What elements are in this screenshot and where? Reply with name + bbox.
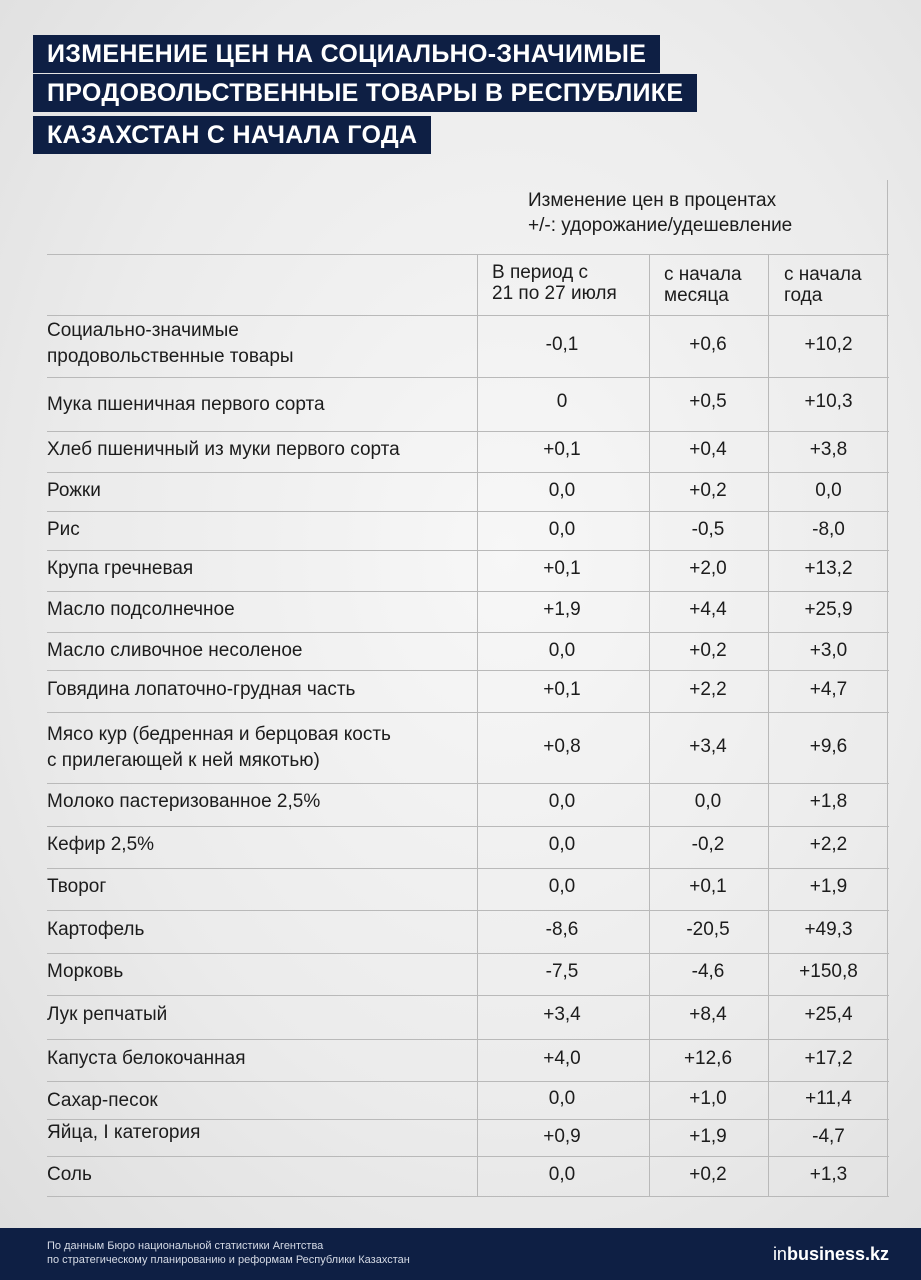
column-header-month-line-2: месяца [664, 285, 729, 306]
row-label: Кефир 2,5% [47, 834, 155, 855]
row-label: Мука пшеничная первого сорта [47, 394, 325, 415]
value-month: +0,5 [689, 391, 727, 412]
column-header-year-line-2: года [784, 285, 823, 306]
value-month: -0,5 [691, 519, 725, 540]
column-header-year [784, 264, 862, 306]
row-label: Масло сливочное несоленое [47, 640, 303, 661]
value-month: +8,4 [689, 1004, 727, 1025]
row-label: Говядина лопаточно-грудная часть [47, 679, 356, 700]
header-divider [47, 254, 889, 255]
row-label: Соль [47, 1164, 92, 1185]
value-year: +3,0 [809, 640, 848, 661]
title-line-3: КАЗАХСТАН С НАЧАЛА ГОДА [33, 116, 431, 154]
column-header-month-line-1: с начала [664, 264, 742, 285]
value-month: +1,9 [689, 1126, 727, 1147]
value-year: +9,6 [809, 736, 848, 757]
row-divider [47, 632, 889, 633]
row-label: Мясо кур (бедренная и берцовая кость [47, 724, 391, 745]
row-label: Яйца, I категория [47, 1122, 201, 1143]
value-week: +0,9 [543, 1126, 581, 1147]
row-label: Сахар-песок [47, 1090, 158, 1111]
value-week: 0,0 [548, 1164, 576, 1185]
row-divider [47, 670, 889, 671]
value-year: +1,3 [809, 1164, 848, 1185]
value-week: +0,1 [543, 679, 581, 700]
value-week: 0,0 [548, 1088, 576, 1109]
value-year: +25,9 [804, 599, 853, 620]
row-label-continued: продовольственные товары [47, 346, 294, 367]
row-divider [47, 315, 889, 316]
value-year: -4,7 [812, 1126, 845, 1147]
value-month: +1,0 [689, 1088, 727, 1109]
row-divider [47, 1196, 889, 1197]
row-divider [47, 910, 889, 911]
source-line-1: По данным Бюро национальной статистики Агентства [47, 1240, 324, 1252]
value-month: +0,4 [689, 439, 727, 460]
value-year: 0,0 [815, 480, 842, 501]
row-divider [47, 1039, 889, 1040]
row-divider [47, 995, 889, 996]
row-divider [47, 472, 889, 473]
logo-main: business.kz [786, 1244, 889, 1264]
row-divider [47, 712, 889, 713]
value-month: +2,2 [689, 679, 727, 700]
value-week: -8,6 [545, 919, 579, 940]
footer [0, 1228, 921, 1280]
row-label: Капуста белокочанная [47, 1048, 246, 1069]
value-year: +25,4 [804, 1004, 853, 1025]
value-month: +0,2 [689, 1164, 727, 1185]
value-month: -20,5 [686, 919, 730, 940]
value-week: 0,0 [548, 791, 576, 812]
value-week: +0,1 [543, 558, 581, 579]
group-header-line-2: +/-: удорожание/удешевление [528, 215, 793, 236]
row-label: Картофель [47, 919, 145, 940]
value-week: -7,5 [545, 961, 579, 982]
value-year: +4,7 [809, 679, 848, 700]
row-divider [47, 1081, 889, 1082]
value-week: 0,0 [548, 480, 576, 501]
group-header-line-1: Изменение цен в процентах [528, 190, 777, 211]
value-week: +0,8 [543, 736, 581, 757]
value-month: -4,6 [691, 961, 725, 982]
value-year: +10,2 [804, 334, 853, 355]
source-note [47, 1239, 410, 1267]
value-month: +2,0 [689, 558, 727, 579]
row-label: Морковь [47, 961, 124, 982]
row-label-continued: с прилегающей к ней мякотью) [47, 750, 320, 771]
row-divider [47, 511, 889, 512]
value-year: +49,3 [804, 919, 853, 940]
value-year: +10,3 [804, 391, 853, 412]
value-week: +1,9 [543, 599, 581, 620]
row-divider [47, 1156, 889, 1157]
value-year: +150,8 [799, 961, 858, 982]
row-divider [47, 826, 889, 827]
row-label: Рожки [47, 480, 101, 501]
value-year: +1,9 [809, 876, 848, 897]
value-week: +4,0 [543, 1048, 581, 1069]
row-divider [47, 953, 889, 954]
value-year: +11,4 [805, 1088, 852, 1109]
value-year: +17,2 [804, 1048, 853, 1069]
value-month: -0,2 [691, 834, 725, 855]
value-month: 0,0 [694, 791, 722, 812]
row-divider [47, 783, 889, 784]
row-label: Масло подсолнечное [47, 599, 235, 620]
value-month: +4,4 [689, 599, 727, 620]
column-header-month [664, 264, 742, 306]
title-line-2: ПРОДОВОЛЬСТВЕННЫЕ ТОВАРЫ В РЕСПУБЛИКЕ [33, 74, 697, 112]
value-year: +13,2 [804, 558, 853, 579]
value-month: +0,2 [689, 480, 727, 501]
row-divider [47, 550, 889, 551]
row-divider [47, 431, 889, 432]
value-year: +2,2 [809, 834, 848, 855]
group-header [528, 188, 792, 238]
row-label: Крупа гречневая [47, 558, 194, 579]
logo-prefix: in [772, 1244, 787, 1264]
value-year: +3,8 [809, 439, 848, 460]
value-week: 0 [556, 391, 568, 412]
row-divider [47, 868, 889, 869]
value-week: +3,4 [543, 1004, 581, 1025]
value-month: +3,4 [689, 736, 727, 757]
value-month: +0,6 [689, 334, 727, 355]
value-year: -8,0 [812, 519, 845, 540]
row-label: Молоко пастеризованное 2,5% [47, 791, 321, 812]
row-label: Социально-значимые [47, 320, 239, 341]
row-label: Творог [47, 876, 107, 897]
column-header-year-line-1: с начала [784, 264, 862, 285]
value-month: +0,1 [689, 876, 727, 897]
value-year: +1,8 [809, 791, 848, 812]
value-month: +0,2 [689, 640, 727, 661]
value-week: 0,0 [548, 519, 576, 540]
value-week: 0,0 [548, 640, 576, 661]
source-line-2: по стратегическому планированию и реформам Республики Казахстан [47, 1254, 410, 1266]
row-label: Хлеб пшеничный из муки первого сорта [47, 439, 400, 460]
value-week: 0,0 [548, 834, 576, 855]
inbusiness-logo[interactable] [773, 1244, 889, 1265]
column-header-week-line-1: В период с [492, 262, 589, 283]
row-divider [47, 591, 889, 592]
row-label: Лук репчатый [47, 1004, 168, 1025]
value-month: +12,6 [683, 1048, 733, 1069]
value-week: -0,1 [545, 334, 579, 355]
value-week: 0,0 [548, 876, 576, 897]
row-divider [47, 377, 889, 378]
title-line-1: ИЗМЕНЕНИЕ ЦЕН НА СОЦИАЛЬНО-ЗНАЧИМЫЕ [33, 35, 660, 73]
value-week: +0,1 [543, 439, 581, 460]
row-label: Рис [47, 519, 80, 540]
column-header-week [492, 262, 617, 304]
column-header-week-line-2: 21 по 27 июля [492, 283, 617, 304]
